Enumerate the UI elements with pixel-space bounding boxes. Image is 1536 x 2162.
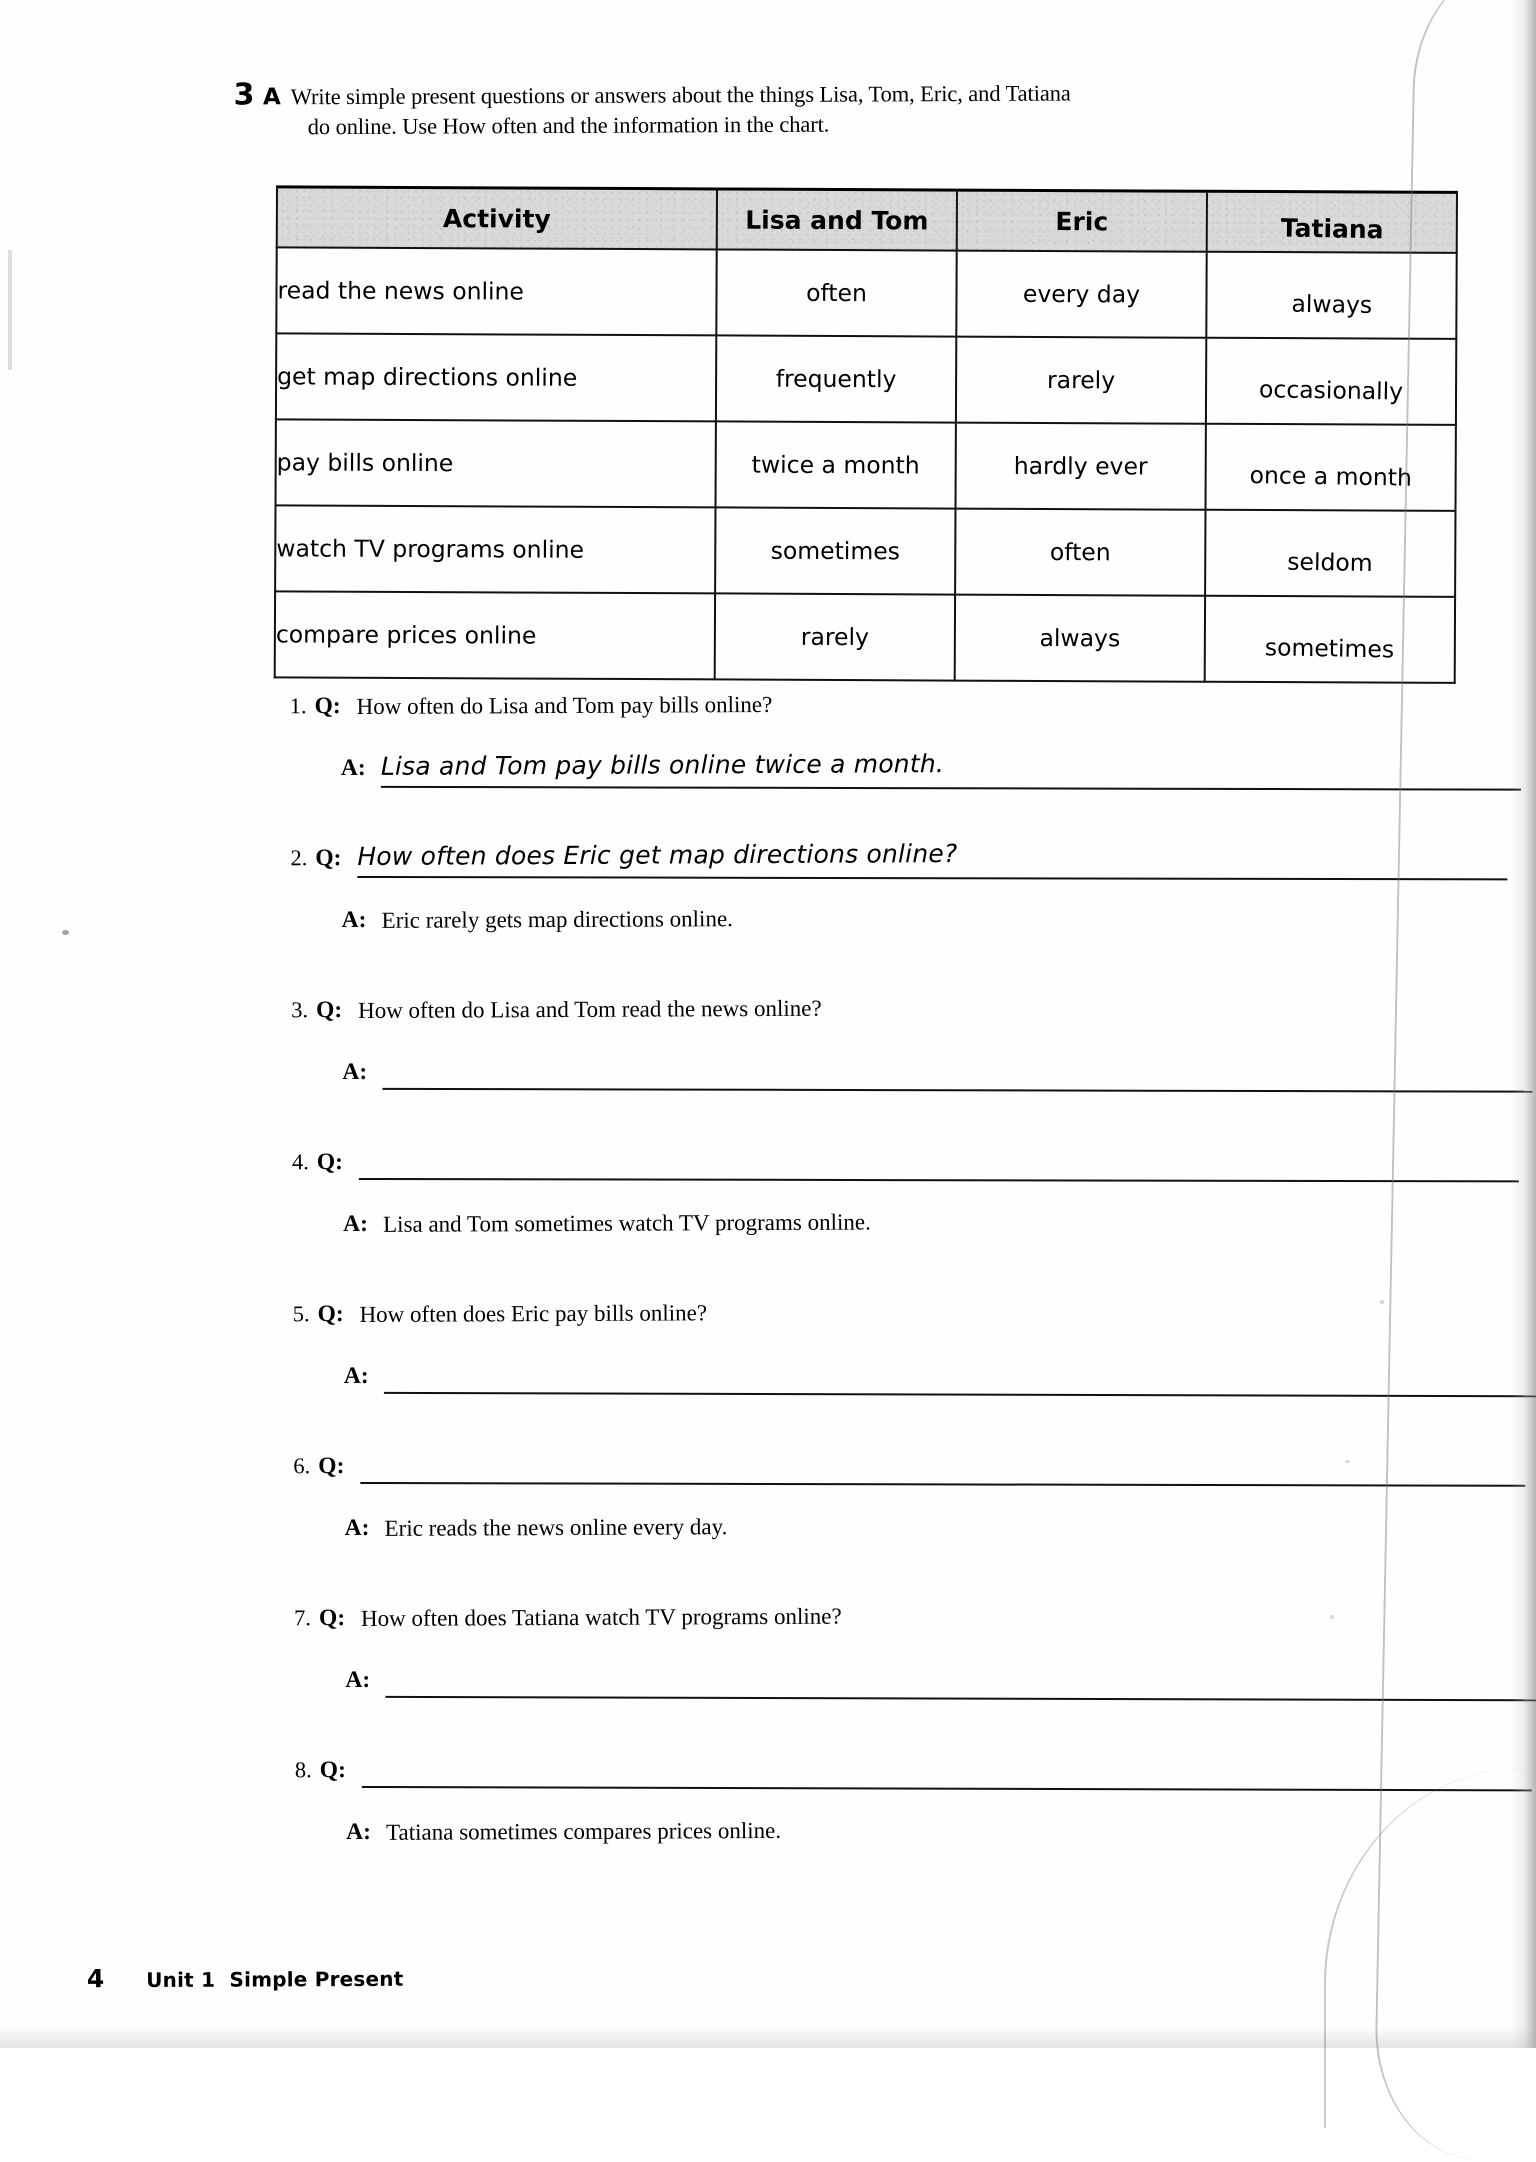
item-number-3: 3. [291, 997, 309, 1023]
qa-item-4 [269, 1140, 1536, 1252]
table-header-row [277, 187, 1457, 253]
exercise-letter: A [262, 84, 281, 111]
answer-text-6: Eric reads the news online every day. [384, 1514, 728, 1541]
question-label-1: Q: [314, 693, 341, 720]
cell-activity: watch TV programs online [275, 505, 715, 593]
page-footer [87, 1963, 404, 1994]
answer-text-8: Tatiana sometimes compares prices online. [386, 1817, 782, 1845]
answer-text-1: Lisa and Tom pay bills online twice a month. [380, 749, 945, 781]
question-text-2: How often does Eric get map directions online? [357, 839, 958, 871]
question-label-3: Q: [315, 997, 343, 1024]
question-label-4: Q: [316, 1149, 343, 1176]
question-row-2 [267, 836, 1536, 886]
cell-tatiana-text: seldom [1287, 547, 1374, 578]
qa-item-8 [272, 1748, 1536, 1860]
cell-eric: rarely [956, 337, 1206, 424]
cell-tatiana [1205, 596, 1455, 683]
table-body [275, 247, 1457, 683]
question-answer-list [266, 684, 1536, 1860]
item-number-7: 7. [294, 1605, 312, 1631]
item-number-8: 8. [294, 1757, 312, 1783]
question-label-7: Q: [318, 1605, 346, 1632]
cell-lisa-and-tom: rarely [715, 593, 955, 680]
answer-writing-line-3 [382, 1088, 1532, 1093]
table-row [276, 333, 1456, 425]
exercise-instruction-line2 [234, 108, 1094, 142]
answer-row-8 [272, 1810, 1536, 1860]
question-field-4[interactable] [359, 1140, 1536, 1178]
answer-field-3[interactable] [382, 1050, 1536, 1088]
cell-lisa-and-tom: frequently [716, 335, 956, 422]
qa-item-2 [267, 836, 1536, 948]
column-header-lisa-and-tom: Lisa and Tom [717, 189, 957, 251]
question-row-3 [268, 988, 1536, 1038]
answer-label-3: A: [342, 1058, 368, 1086]
question-writing-line-8 [362, 1786, 1532, 1791]
cell-eric: often [955, 509, 1205, 596]
question-row-7 [271, 1596, 1536, 1646]
answer-label-5: A: [343, 1362, 369, 1390]
cell-tatiana-text: sometimes [1264, 633, 1395, 664]
item-number-4: 4. [291, 1149, 309, 1175]
instruction-text-after: and the information in the chart. [537, 111, 830, 139]
question-field-8[interactable] [362, 1748, 1536, 1786]
footer-unit-title: Simple Present [229, 1966, 404, 1992]
cell-activity: compare prices online [275, 591, 715, 679]
answer-row-2 [268, 898, 1536, 948]
column-header-activity: Activity [277, 187, 717, 250]
column-header-tatiana [1207, 191, 1457, 253]
cell-lisa-and-tom: sometimes [715, 507, 955, 594]
question-label-5: Q: [317, 1301, 344, 1328]
question-field-2[interactable] [357, 836, 1536, 875]
footer-unit-label [146, 1967, 403, 1992]
answer-row-7 [271, 1658, 1536, 1708]
qa-item-1 [266, 684, 1536, 796]
question-row-6 [270, 1444, 1536, 1494]
question-text-3: How often do Lisa and Tom read the news online? [357, 995, 822, 1023]
answer-label-4: A: [343, 1210, 368, 1238]
question-text-7: How often does Tatiana watch TV programs online? [360, 1603, 842, 1631]
question-writing-line-2 [357, 876, 1507, 880]
cell-eric: always [955, 595, 1205, 682]
table-row [276, 419, 1456, 511]
question-label-6: Q: [318, 1453, 345, 1480]
answer-writing-line-7 [385, 1696, 1536, 1701]
footer-unit-number: Unit 1 [146, 1967, 216, 1993]
answer-row-3 [268, 1050, 1536, 1100]
question-label-8: Q: [319, 1757, 346, 1784]
column-header-eric: Eric [957, 190, 1207, 252]
answer-writing-line-1 [381, 786, 1521, 791]
table-row [275, 505, 1455, 597]
cell-tatiana-text: always [1290, 289, 1373, 320]
frequency-chart-table [274, 185, 1458, 684]
answer-label-2: A: [341, 906, 367, 934]
answer-row-6 [270, 1506, 1536, 1556]
answer-row-4 [269, 1202, 1536, 1252]
cell-tatiana-text: occasionally [1258, 375, 1404, 406]
question-row-1 [266, 684, 1536, 734]
question-row-4 [269, 1140, 1536, 1190]
question-field-6[interactable] [360, 1444, 1536, 1482]
exercise-instruction-line1: Write simple present questions or answers about the things Lisa, Tom, Eric, and Tatiana [290, 80, 1071, 110]
table-row [276, 247, 1456, 339]
cell-activity: read the news online [276, 247, 716, 335]
cell-tatiana [1205, 424, 1455, 511]
answer-writing-line-5 [384, 1392, 1536, 1397]
item-number-6: 6. [293, 1453, 311, 1479]
answer-row-5 [270, 1354, 1536, 1404]
cell-eric: hardly ever [955, 423, 1205, 510]
cell-tatiana [1206, 252, 1456, 339]
qa-item-3 [268, 988, 1536, 1100]
question-writing-line-4 [359, 1178, 1519, 1182]
cell-tatiana [1206, 338, 1456, 425]
answer-label-1: A: [340, 754, 366, 782]
question-row-5 [269, 1292, 1536, 1342]
answer-text-4: Lisa and Tom sometimes watch TV programs online. [383, 1209, 871, 1237]
answer-row-1 [267, 746, 1536, 796]
cell-activity: pay bills online [276, 419, 716, 507]
cell-eric: every day [956, 251, 1206, 338]
question-row-8 [272, 1748, 1536, 1798]
table-header [277, 187, 1457, 253]
answer-label-8: A: [345, 1818, 371, 1846]
cell-lisa-and-tom: twice a month [716, 421, 956, 508]
qa-item-7 [271, 1596, 1536, 1708]
instruction-text-before: do online. Use [307, 113, 443, 140]
answer-label-6: A: [344, 1514, 370, 1542]
answer-field-7[interactable] [385, 1658, 1536, 1696]
exercise-heading [234, 76, 1094, 142]
answer-field-1[interactable] [381, 746, 1536, 785]
frequency-chart-container [274, 185, 1456, 684]
column-header-tatiana-text: Tatiana [1280, 212, 1384, 244]
item-number-2: 2. [290, 845, 308, 871]
answer-text-2: Eric rarely gets map directions online. [381, 906, 733, 933]
cell-tatiana-text: once a month [1249, 460, 1413, 492]
question-label-2: Q: [315, 845, 342, 872]
qa-item-6 [270, 1444, 1536, 1556]
cell-activity: get map directions online [276, 333, 716, 421]
item-number-1: 1. [289, 693, 307, 719]
cell-tatiana [1205, 510, 1455, 597]
question-text-5: How often does Eric pay bills online? [359, 1300, 708, 1327]
table-row [275, 591, 1455, 683]
footer-page-number: 4 [86, 1964, 105, 1994]
cell-lisa-and-tom: often [716, 249, 956, 336]
question-writing-line-6 [360, 1482, 1525, 1487]
qa-item-5 [269, 1292, 1536, 1404]
instruction-emphasis-how-often: How often [442, 113, 538, 139]
answer-label-7: A: [345, 1666, 371, 1694]
answer-field-5[interactable] [384, 1354, 1536, 1392]
exercise-number: 3 [233, 77, 255, 113]
item-number-5: 5. [292, 1301, 310, 1327]
question-text-1: How often do Lisa and Tom pay bills online? [356, 691, 773, 719]
